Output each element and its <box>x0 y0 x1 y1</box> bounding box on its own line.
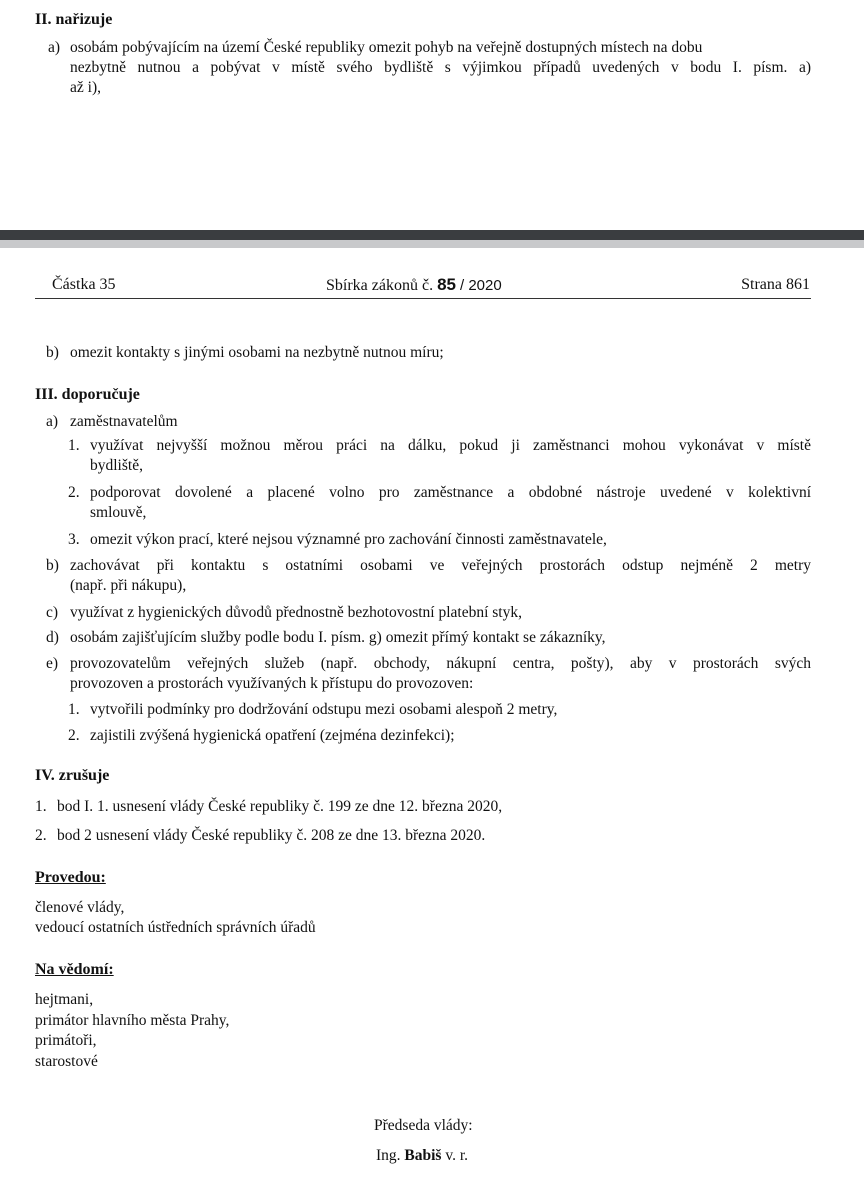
section-heading-iii: III. doporučuje <box>35 386 140 403</box>
item-text: zachovávat při kontaktu s ostatními osobami ve veřejných prostorách odstup nejméně 2 metry <box>70 557 811 574</box>
item-label: 2. <box>68 484 80 501</box>
signature-name: Babiš <box>404 1147 442 1164</box>
na-vedomi-line: hejtmani, <box>35 991 94 1008</box>
item-label: 1. <box>68 437 80 454</box>
list-item <box>68 726 455 746</box>
header-collection-number: 85 <box>437 275 456 294</box>
item-text: využívat nejvyšší možnou měrou práci na dálku, pokud ji zaměstnanci mohou vykonávat v místě <box>90 437 811 454</box>
item-label: 1. <box>68 701 80 718</box>
page-break-shadow <box>0 240 864 248</box>
item-label: 2. <box>35 827 47 844</box>
item-text: bod I. 1. usnesení vlády České republiky č. 199 ze dne 12. března 2020, <box>57 798 503 815</box>
item-label: 1. <box>35 798 47 815</box>
item-label: a) <box>48 39 61 56</box>
header-collection-prefix: Sbírka zákonů č. <box>326 277 434 294</box>
item-label: b) <box>46 557 59 574</box>
list-item <box>48 38 811 58</box>
signature-role: Předseda vlády: <box>374 1117 473 1134</box>
provedou-line: členové vlády, <box>35 899 125 916</box>
item-text: využívat z hygienických důvodů přednostně bezhotovostní platební styk, <box>70 604 522 621</box>
header-rule <box>35 298 811 299</box>
item-label: d) <box>46 629 59 646</box>
item-text: podporovat dovolené a placené volno pro zaměstnance a obdobné nástroje uvedené v kolektivní <box>90 484 811 501</box>
item-text-continued: bydliště, <box>90 457 143 474</box>
item-label: b) <box>46 344 59 361</box>
na-vedomi-line: primátoři, <box>35 1032 97 1049</box>
provedou-heading: Provedou: <box>35 869 106 886</box>
list-item <box>46 412 178 432</box>
item-label: e) <box>46 655 59 672</box>
na-vedomi-heading: Na vědomí: <box>35 961 114 978</box>
item-text: osobám pobývajícím na území České republiky omezit pohyb na veřejně dostupných místech na dobu <box>70 39 703 56</box>
list-item <box>68 483 811 503</box>
item-text: provozovatelům veřejných služeb (např. obchody, nákupní centra, pošty), aby v prostorách svých <box>70 655 811 672</box>
page-break-band <box>0 230 864 240</box>
na-vedomi-line: primátor hlavního města Prahy, <box>35 1012 230 1029</box>
item-text-continued: až i), <box>70 79 101 96</box>
item-label: 3. <box>68 531 80 548</box>
section-heading-ii: II. nařizuje <box>35 11 113 28</box>
list-item <box>46 343 811 363</box>
item-text: osobám zajišťujícím služby podle bodu I. písm. g) omezit přímý kontakt se zákazníky, <box>70 629 606 646</box>
section-heading-iv: IV. zrušuje <box>35 767 110 784</box>
item-text: zaměstnavatelům <box>70 413 178 430</box>
header-page: Strana 861 <box>741 276 810 293</box>
item-text-continued: nezbytně nutnou a pobývat v místě svého bydliště s výjimkou případů uvedených v bodu I. písm. a) <box>70 59 811 76</box>
list-item <box>68 700 557 720</box>
provedou-line: vedoucí ostatních ústředních správních úřadů <box>35 919 316 936</box>
signature-title: Ing. <box>376 1147 401 1164</box>
list-item <box>35 797 502 817</box>
signature-suffix: v. r. <box>445 1147 469 1164</box>
list-item <box>68 530 607 550</box>
item-text-continued: provozoven a prostorách využívaných k přístupu do provozoven: <box>70 675 474 692</box>
item-text: bod 2 usnesení vlády České republiky č. 208 ze dne 13. března 2020. <box>57 827 486 844</box>
signature-name-line <box>376 1146 468 1166</box>
list-item <box>46 603 522 623</box>
list-item <box>46 556 811 576</box>
item-text: omezit kontakty s jinými osobami na nezbytně nutnou míru; <box>70 344 444 361</box>
header-collection-year: / 2020 <box>460 277 502 294</box>
item-label: c) <box>46 604 59 621</box>
item-text: vytvořili podmínky pro dodržování odstupu mezi osobami alespoň 2 metry, <box>90 701 558 718</box>
item-text: omezit výkon prací, které nejsou významné pro zachování činnosti zaměstnavatele, <box>90 531 607 548</box>
item-label: a) <box>46 413 59 430</box>
na-vedomi-line: starostové <box>35 1053 98 1070</box>
item-label: 2. <box>68 727 80 744</box>
list-item <box>46 654 811 674</box>
header-collection <box>326 275 502 296</box>
list-item <box>35 826 485 846</box>
list-item <box>68 436 811 456</box>
header-issue: Částka 35 <box>52 276 116 293</box>
item-text-continued: (např. při nákupu), <box>70 577 187 594</box>
item-text-continued: smlouvě, <box>90 504 147 521</box>
list-item <box>46 628 606 648</box>
item-text: zajistili zvýšená hygienická opatření (zejména dezinfekci); <box>90 727 455 744</box>
